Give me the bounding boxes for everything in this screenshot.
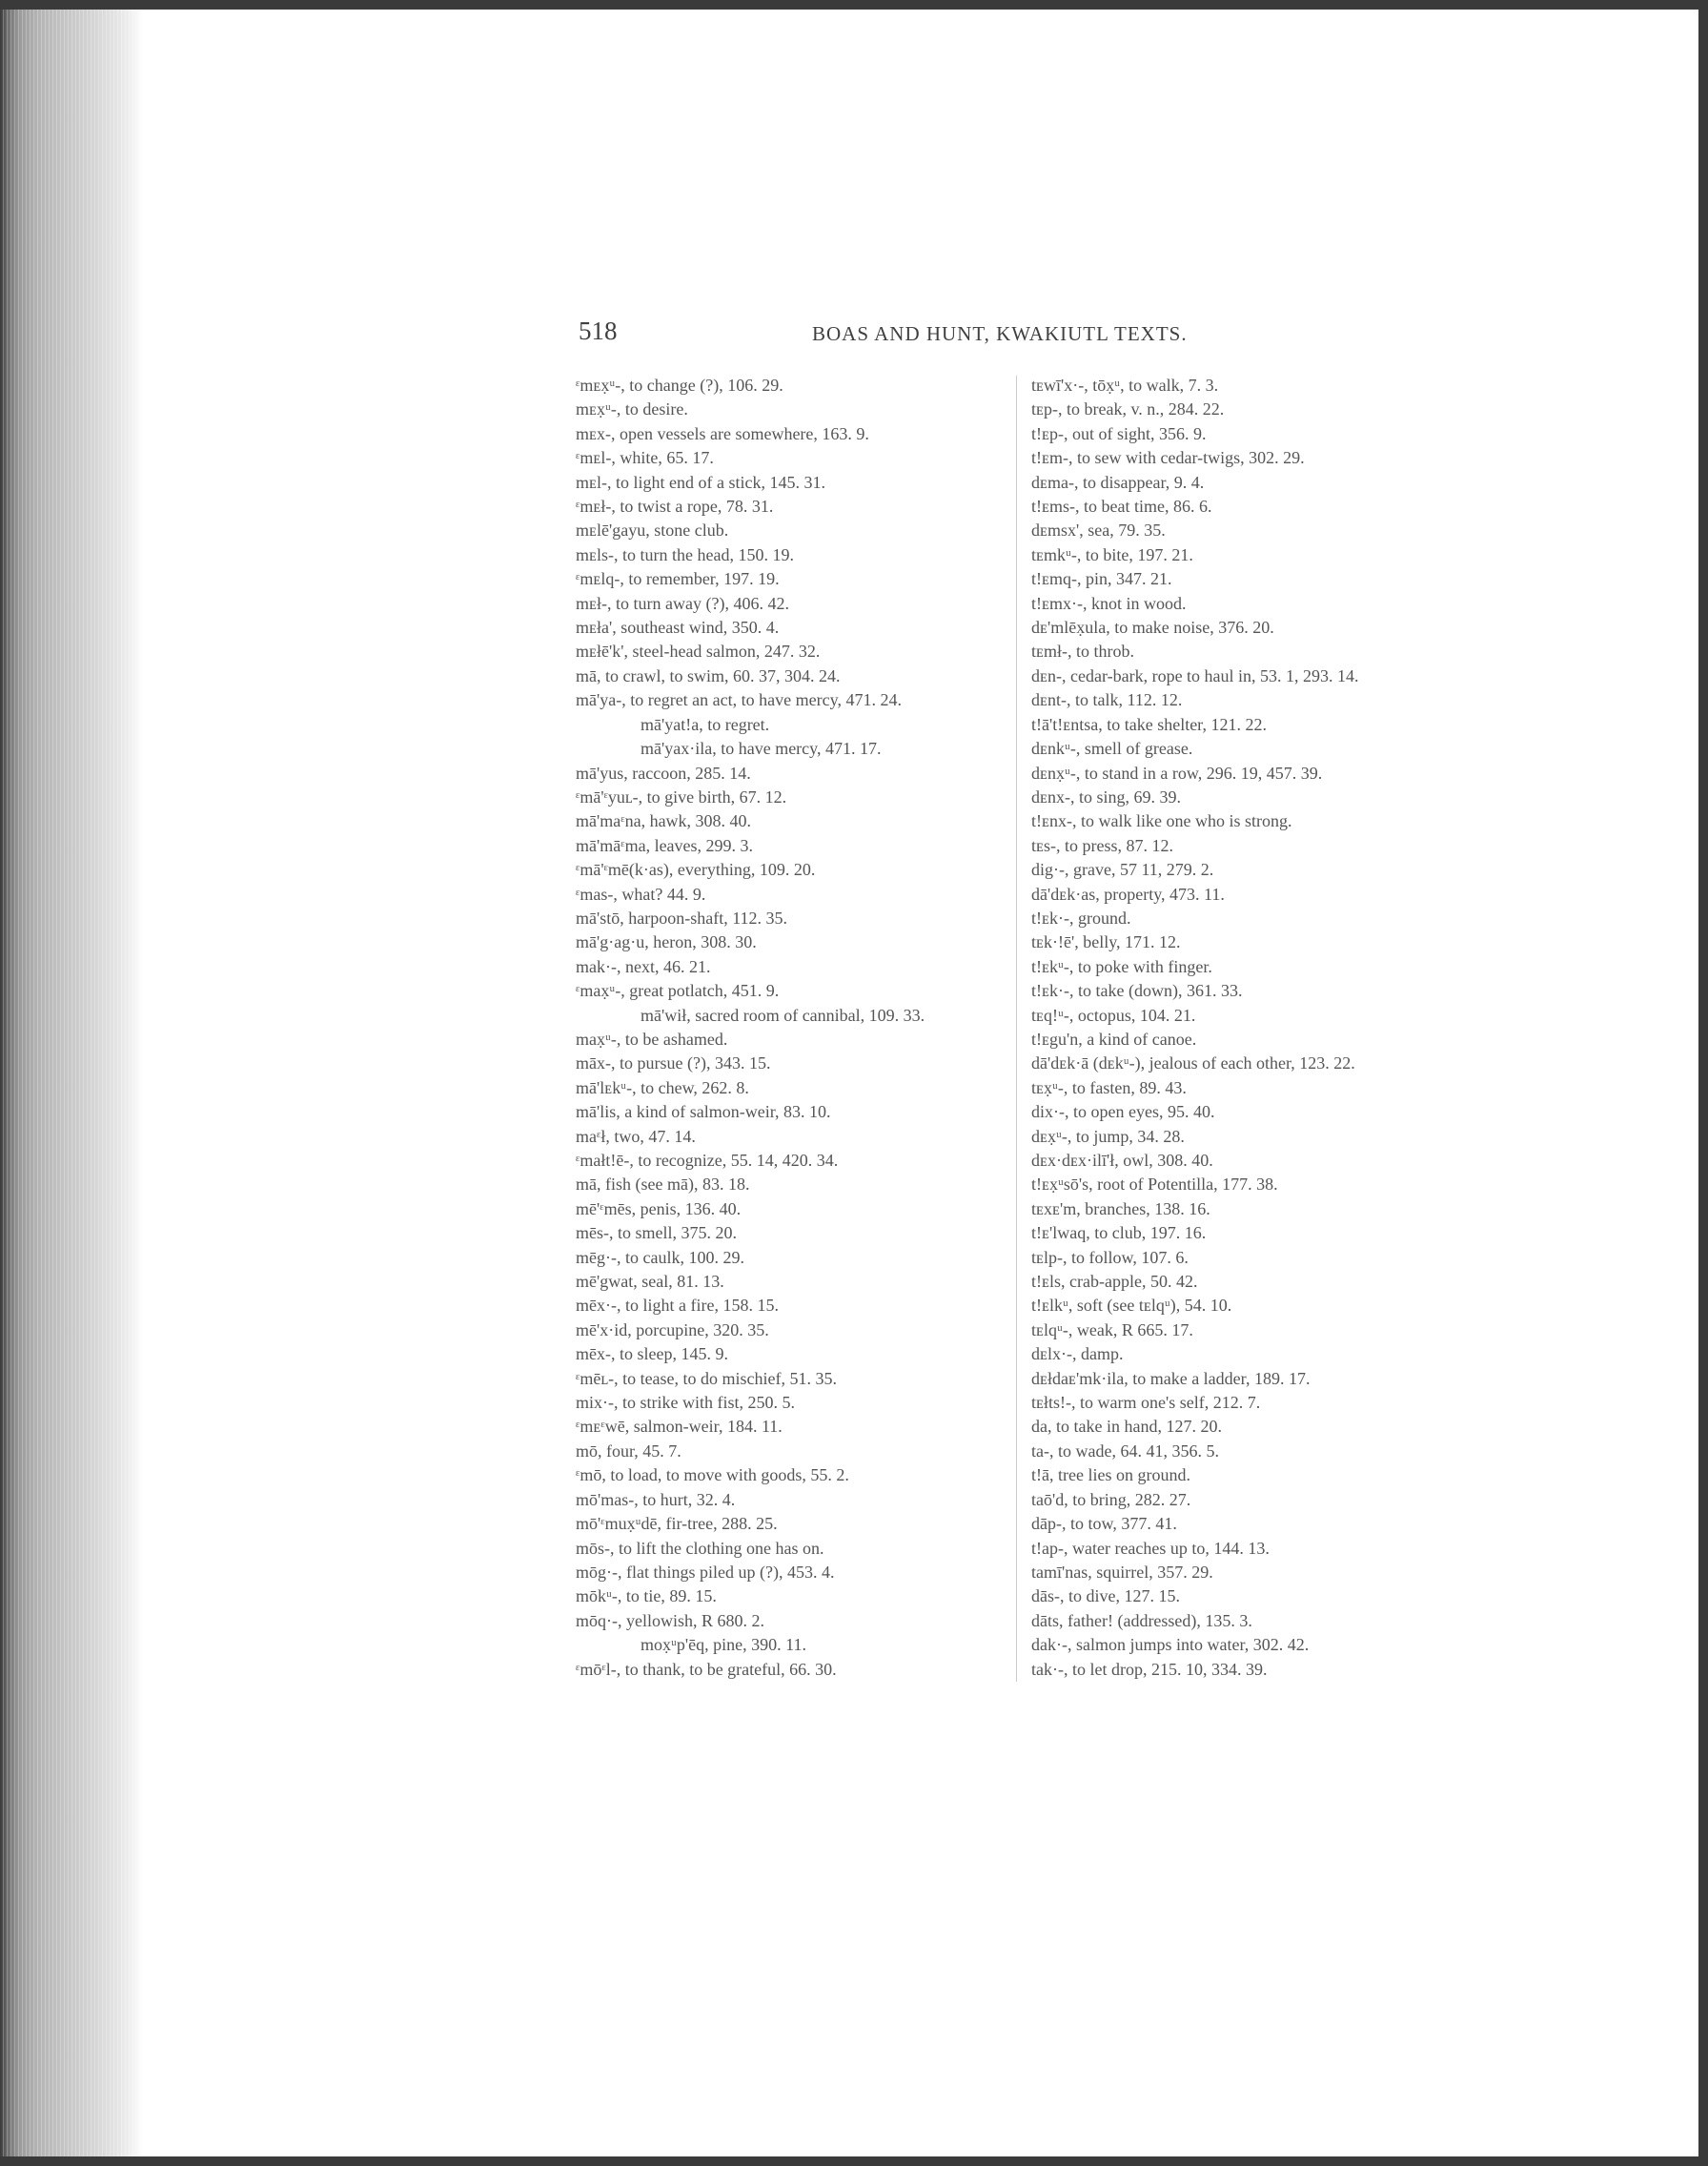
dictionary-entry: dix·-, to open eyes, 95. 40. [1031,1102,1215,1122]
dictionary-entry: mēs-, to smell, 375. 20. [576,1223,737,1243]
scan-border-bottom [0,2156,1708,2166]
dictionary-entry: ᵋmā'ᵋyuʟ-, to give birth, 67. 12. [576,787,787,807]
dictionary-entry: mā'stō, harpoon-shaft, 112. 35. [576,908,788,928]
dictionary-entry: ᵋmᴇlq-, to remember, 197. 19. [576,569,780,589]
dictionary-entry: mōs-, to lift the clothing one has on. [576,1538,824,1558]
dictionary-entry: dā'dᴇk·ā (dᴇkᵘ-), jealous of each other, 123. 22. [1031,1053,1355,1073]
dictionary-entry: mō'ᵋmux̣ᵘdē, fir-tree, 288. 25. [576,1514,778,1534]
dictionary-entry: ᵋmᴇł-, to twist a rope, 78. 31. [576,497,774,517]
dictionary-entry: dᴇma-, to disappear, 9. 4. [1031,472,1205,492]
dictionary-entry: t!ᴇgu'n, a kind of canoe. [1031,1029,1197,1049]
dictionary-entry: ᵋmᴇx̣ᵘ-, to change (?), 106. 29. [576,376,783,395]
dictionary-entry: tᴇk·!ē', belly, 171. 12. [1031,932,1181,952]
dictionary-entry: t!ᴇ'lwaq, to club, 197. 16. [1031,1223,1207,1243]
dictionary-entry: tᴇlp-, to follow, 107. 6. [1031,1247,1189,1267]
dictionary-entry: t!ᴇmq-, pin, 347. 21. [1031,569,1172,589]
left-column [576,374,1014,1682]
dictionary-entry: t!ā't!ᴇntsa, to take shelter, 121. 22. [1031,714,1267,734]
dictionary-entry: dᴇx·dᴇx·ilī'ł, owl, 308. 40. [1031,1151,1213,1170]
dictionary-entry: tᴇlqᵘ-, weak, R 665. 17. [1031,1319,1193,1339]
dictionary-entry: mē'x·id, porcupine, 320. 35. [576,1319,769,1339]
dictionary-entry: t!ᴇmx·-, knot in wood. [1031,593,1187,613]
running-head: BOAS AND HUNT, KWAKIUTL TEXTS. [812,322,1188,345]
dictionary-entry: dā'dᴇk·as, property, 473. 11. [1031,884,1225,904]
dictionary-entry: dᴇnx-, to sing, 69. 39. [1031,787,1181,807]
dictionary-entry: tᴇłts!-, to warm one's self, 212. 7. [1031,1393,1261,1413]
page-number: 518 [579,317,618,345]
dictionary-entry: mā'yax·ila, to have mercy, 471. 17. [640,739,882,759]
dictionary-entry: dᴇn-, cedar-bark, rope to haul in, 53. 1, 293. 14. [1031,665,1359,685]
dictionary-entry: max̣ᵘ-, to be ashamed. [576,1029,728,1049]
dictionary-entry: mix·-, to strike with fist, 250. 5. [576,1393,795,1413]
dictionary-entry: mā'māᵋma, leaves, 299. 3. [576,835,754,855]
dictionary-entry: tᴇs-, to press, 87. 12. [1031,835,1173,855]
dictionary-entry: mā'yus, raccoon, 285. 14. [576,763,751,783]
dictionary-entry: t!ā, tree lies on ground. [1031,1465,1190,1485]
dictionary-entry: t!ᴇlkᵘ, soft (see tᴇlqᵘ), 54. 10. [1031,1296,1232,1316]
dictionary-entry: dāp-, to tow, 377. 41. [1031,1514,1177,1534]
dictionary-entry: t!ᴇp-, out of sight, 356. 9. [1031,423,1207,443]
dictionary-entry: mᴇł-, to turn away (?), 406. 42. [576,593,789,613]
dictionary-entry: mᴇx-, open vessels are somewhere, 163. 9. [576,423,869,443]
column-divider [1016,376,1017,1682]
dictionary-entry: t!ᴇk·-, to take (down), 361. 33. [1031,981,1243,1001]
dictionary-entry: mᴇls-, to turn the head, 150. 19. [576,544,794,564]
dictionary-entry: ᵋmas-, what? 44. 9. [576,884,706,904]
dictionary-entry: mak·-, next, 46. 21. [576,956,711,976]
book-page-edge-lines [0,10,133,2156]
dictionary-entry: mē'gwat, seal, 81. 13. [576,1272,724,1292]
dictionary-entry: māx-, to pursue (?), 343. 15. [576,1053,771,1073]
dictionary-entry: ᵋmᴇl-, white, 65. 17. [576,448,714,468]
dictionary-entry: dig·-, grave, 57 11, 279. 2. [1031,860,1214,880]
dictionary-entry: mōg·-, flat things piled up (?), 453. 4. [576,1562,835,1582]
dictionary-entry: mā'maᵋna, hawk, 308. 40. [576,811,752,831]
dictionary-entry: mox̣ᵘp'ēq, pine, 390. 11. [640,1635,806,1655]
dictionary-entry: mā, fish (see mā), 83. 18. [576,1175,750,1195]
dictionary-entry: ᵋmō, to load, to move with goods, 55. 2. [576,1465,849,1485]
dictionary-entry: t!ᴇnx-, to walk like one who is strong. [1031,811,1292,831]
dictionary-entry: dās-, to dive, 127. 15. [1031,1586,1180,1606]
dictionary-entry: t!ᴇms-, to beat time, 86. 6. [1031,497,1212,517]
dictionary-entry: ᵋmā'ᵋmē(k·as), everything, 109. 20. [576,860,816,880]
dictionary-entry: tak·-, to let drop, 215. 10, 334. 39. [1031,1659,1268,1679]
dictionary-entry: dᴇnt-, to talk, 112. 12. [1031,690,1183,710]
dictionary-entry: t!ᴇkᵘ-, to poke with finger. [1031,956,1212,976]
dictionary-entry: ᵋmax̣ᵘ-, great potlatch, 451. 9. [576,981,780,1001]
scan-border-top [0,0,1708,10]
dictionary-entry: dᴇlx·-, damp. [1031,1344,1124,1364]
scan-border-right [1698,0,1708,2166]
dictionary-entry: mā'yat!a, to regret. [640,714,770,734]
dictionary-entry: mēx·-, to light a fire, 158. 15. [576,1296,779,1316]
dictionary-entry: mᴇl-, to light end of a stick, 145. 31. [576,472,825,492]
dictionary-entry: dāts, father! (addressed), 135. 3. [1031,1610,1252,1630]
dictionary-entry: mō'mas-, to hurt, 32. 4. [576,1489,736,1509]
dictionary-entry: mō, four, 45. 7. [576,1441,681,1461]
dictionary-entry: tᴇmkᵘ-, to bite, 197. 21. [1031,544,1193,564]
dictionary-entry: dᴇmsx', sea, 79. 35. [1031,521,1166,541]
dictionary-entry: tᴇxᴇ'm, branches, 138. 16. [1031,1198,1210,1218]
dictionary-entry: mā'lᴇkᵘ-, to chew, 262. 8. [576,1077,749,1097]
dictionary-entry: tamī'nas, squirrel, 357. 29. [1031,1562,1213,1582]
dictionary-entry: mā'lis, a kind of salmon-weir, 83. 10. [576,1102,831,1122]
dictionary-entry: t!ᴇm-, to sew with cedar-twigs, 302. 29. [1031,448,1305,468]
dictionary-entry: tᴇwī'x·-, tōx̣ᵘ, to walk, 7. 3. [1031,376,1219,395]
dictionary-entry: ᵋmᴇᵋwē, salmon-weir, 184. 11. [576,1417,783,1437]
dictionary-entry: mēg·-, to caulk, 100. 29. [576,1247,744,1267]
dictionary-entry: mᴇła', southeast wind, 350. 4. [576,618,780,638]
dictionary-entry: dᴇ'mlēx̣ula, to make noise, 376. 20. [1031,618,1274,638]
dictionary-entry: dak·-, salmon jumps into water, 302. 42. [1031,1635,1310,1655]
dictionary-entry: ᵋmałt!ē-, to recognize, 55. 14, 420. 34. [576,1151,839,1170]
dictionary-entry: maᵋł, two, 47. 14. [576,1126,696,1146]
dictionary-entry: mē'ᵋmēs, penis, 136. 40. [576,1198,742,1218]
dictionary-entry: mōq·-, yellowish, R 680. 2. [576,1610,764,1630]
dictionary-entry: mā'ya-, to regret an act, to have mercy, 471. 24. [576,690,902,710]
dictionary-entry: ᵋmōᵋl-, to thank, to be grateful, 66. 30. [576,1659,837,1679]
dictionary-entry: dᴇx̣ᵘ-, to jump, 34. 28. [1031,1126,1185,1146]
dictionary-entry: ᵋmēʟ-, to tease, to do mischief, 51. 35. [576,1368,838,1388]
dictionary-entry: dᴇłdaᴇ'mk·ila, to make a ladder, 189. 17. [1031,1368,1311,1388]
dictionary-entry: t!ap-, water reaches up to, 144. 13. [1031,1538,1270,1558]
dictionary-entry: t!ᴇls, crab-apple, 50. 42. [1031,1272,1198,1292]
dictionary-entry: tᴇx̣ᵘ-, to fasten, 89. 43. [1031,1077,1187,1097]
dictionary-entry: t!ᴇk·-, ground. [1031,908,1131,928]
dictionary-entry: mᴇx̣ᵘ-, to desire. [576,399,688,419]
dictionary-entry: tᴇmł-, to throb. [1031,642,1134,662]
dictionary-entry: mᴇłē'k', steel-head salmon, 247. 32. [576,642,821,662]
dictionary-entry: mēx-, to sleep, 145. 9. [576,1344,728,1364]
dictionary-entry: mōkᵘ-, to tie, 89. 15. [576,1586,717,1606]
dictionary-entry: mā'g·ag·u, heron, 308. 30. [576,932,757,952]
dictionary-entry: t!ᴇx̣ᵘsō's, root of Potentilla, 177. 38. [1031,1175,1278,1195]
dictionary-entry: da, to take in hand, 127. 20. [1031,1417,1222,1437]
dictionary-entry: ta-, to wade, 64. 41, 356. 5. [1031,1441,1219,1461]
dictionary-entry: dᴇnx̣ᵘ-, to stand in a row, 296. 19, 457. 39. [1031,763,1323,783]
dictionary-entry: mā, to crawl, to swim, 60. 37, 304. 24. [576,665,841,685]
dictionary-entry: mā'wił, sacred room of cannibal, 109. 33. [640,1005,925,1025]
right-column [1031,374,1479,1682]
dictionary-entry: dᴇnkᵘ-, smell of grease. [1031,739,1193,759]
dictionary-entry: tᴇp-, to break, v. n., 284. 22. [1031,399,1225,419]
dictionary-entry: taō'd, to bring, 282. 27. [1031,1489,1191,1509]
dictionary-entry: mᴇlē'gayu, stone club. [576,521,729,541]
dictionary-entry: tᴇq!ᵘ-, octopus, 104. 21. [1031,1005,1196,1025]
